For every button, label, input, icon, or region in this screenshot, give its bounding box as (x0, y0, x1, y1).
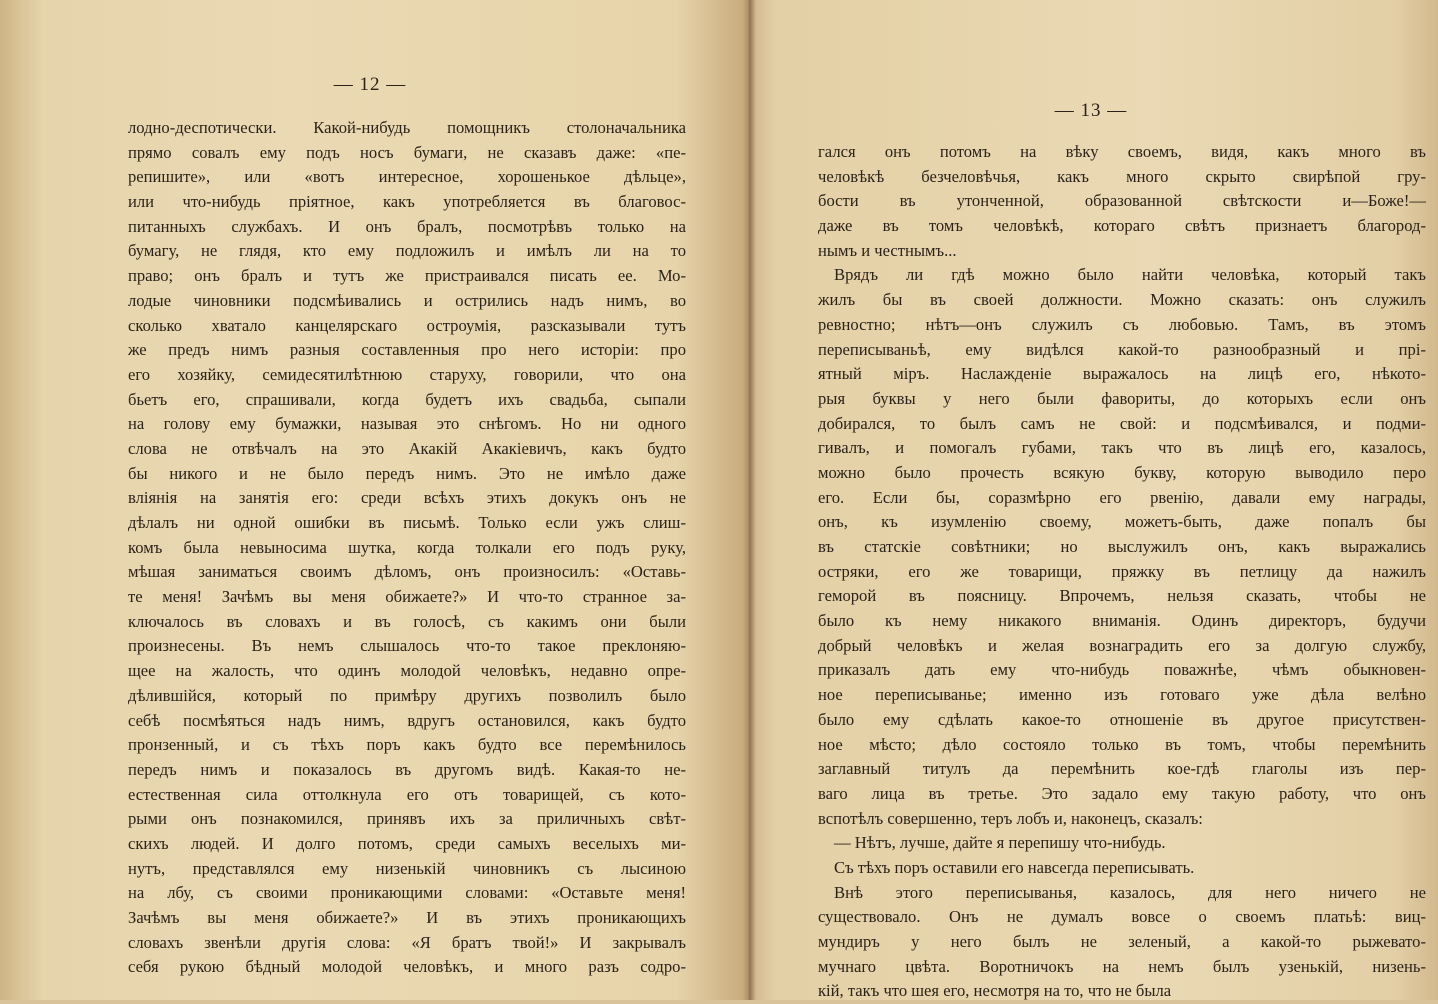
text-line: щее на жалость, что одинъ молодой человѣкъ, недавно опре- (128, 661, 686, 681)
text-line: кій, такъ что шея его, несмотря на то, что не была (818, 981, 1172, 1001)
text-line: въ статскіе совѣтники; но выслужилъ онъ, какъ выражались (818, 537, 1426, 556)
text-line: ваго лица въ третье. Это задало ему такую работу, что онъ (818, 783, 1426, 803)
text-line: же предъ нимъ разныя составленныя про него исторіи: про (128, 340, 686, 360)
text-line: вспотѣлъ совершенно, теръ лобъ и, наконецъ, сказалъ: (818, 808, 1203, 828)
text-line: передъ нимъ и показалось въ другомъ видѣ. Какая-то не- (128, 759, 686, 779)
text-line: заглавный титулъ да перемѣнить кое-гдѣ глаголы изъ пер- (818, 759, 1426, 779)
text-line: пронзенный, и съ тѣхъ поръ какъ будто все перемѣнилось (128, 735, 686, 755)
text-line: ное мѣсто; дѣло состояло только въ томъ, чтобы перемѣнить (818, 734, 1426, 754)
text-line: жилъ бы въ своей должности. Можно сказать: онъ служилъ (818, 290, 1426, 310)
text-line: или что-нибудь пріятное, какъ употребляется въ благовос- (128, 192, 686, 212)
text-line: себя рукою бѣдный молодой человѣкъ, и много разъ содро- (128, 957, 686, 977)
text-line: переписываньѣ, ему видѣлся какой-то разнообразный и прі- (818, 339, 1426, 359)
text-line: те меня! Зачѣмъ вы меня обижаете?» И что-то странное за- (128, 587, 686, 607)
text-line: Зачѣмъ вы меня обижаете?» И въ этихъ проникающихъ (128, 908, 686, 927)
text-line: сколько хватало канцелярскаго остроумія, разсказывали тутъ (128, 315, 686, 335)
page-text (818, 140, 1426, 1004)
text-line: на лбу, съ своими проникающими словами: «Оставьте меня! (128, 883, 686, 903)
text-line: гался онъ потомъ на вѣку своемъ, видя, какъ много въ (818, 142, 1426, 161)
text-line: остряки, его же товарищи, пряжку въ петлицу да нажилъ (818, 561, 1426, 581)
text-line: рыми онъ познакомился, принявъ ихъ за приличныхъ свѣт- (128, 809, 686, 829)
text-line: естественная сила оттолкнула его отъ товарищей, съ кото- (128, 784, 686, 804)
text-line: ключалось въ словахъ и въ голосѣ, съ какимъ они были (128, 611, 686, 631)
text-line: Врядъ ли гдѣ можно было найти человѣка, который такъ (834, 265, 1426, 285)
right-page (756, 0, 1438, 1000)
book-gutter (742, 0, 756, 1000)
text-line: его хозяйку, семидесятилѣтнюю старуху, говорили, что она (128, 364, 686, 384)
text-line: нутъ, представлялся ему низенькій чиновникъ съ лысиною (128, 858, 686, 878)
text-line: словахъ звенѣли другія слова: «Я братъ твой!» И закрывалъ (128, 932, 686, 952)
text-line: дѣлившійся, который по примѣру другихъ позволилъ было (128, 685, 686, 705)
text-line: мундиръ у него былъ не зеленый, а какой-то рыжевато- (818, 932, 1426, 951)
text-line: мѣшая заниматься своимъ дѣломъ, онъ произносилъ: «Оставь- (128, 562, 686, 582)
text-line: произнесены. Въ немъ слышалось что-то такое преклоняю- (128, 636, 686, 656)
text-line: было къ нему никакого вниманія. Одинъ директоръ, будучи (818, 611, 1426, 631)
text-line: скихъ людей. И долго потомъ, среди самыхъ веселыхъ ми- (128, 833, 686, 853)
text-line: питанныхъ службахъ. И онъ бралъ, посмотрѣвъ только на (128, 216, 686, 236)
text-line: право; онъ бралъ и тутъ же пристраивался писать ее. Мо- (128, 266, 686, 286)
text-line: лодые чиновники подсмѣивались и острились надъ нимъ, во (128, 290, 686, 310)
text-line: комъ была невыносима шутка, когда толкали его подъ руку, (128, 537, 686, 557)
text-line: вліянія на занятія его: среди всѣхъ этихъ докукъ онъ не (128, 488, 686, 508)
page-text (128, 116, 686, 980)
text-line: даже въ томъ человѣкѣ, котораго свѣтъ признаетъ благород- (818, 216, 1426, 236)
text-line: онъ, къ изумленію своему, можетъ-быть, даже попалъ бы (818, 512, 1426, 532)
text-line: приказалъ дать ему что-нибудь поважнѣе, чѣмъ обыкновен- (818, 660, 1426, 680)
text-line: существовало. Онъ не думалъ вовсе о своемъ платьѣ: виц- (818, 907, 1426, 927)
text-line: Внѣ этого переписыванья, казалось, для него ничего не (834, 882, 1426, 902)
text-line: лодно-деспотически. Какой-нибудь помощникъ столоначальника (128, 118, 686, 137)
text-line: нымъ и честнымъ... (818, 240, 957, 260)
text-line: ное переписыванье; именно изъ готоваго уже дѣла велѣно (818, 685, 1426, 705)
text-line: добрый человѣкъ и желая вознаградить его за долгую службу, (818, 635, 1426, 655)
page-number: — 12 — (333, 74, 407, 95)
text-line: геморой въ поясницу. Впрочемъ, нельзя сказать, чтобы не (818, 586, 1426, 606)
text-line: добирался, то былъ самъ не свой: и подсмѣивался, и подми- (818, 413, 1426, 433)
text-line: его. Если бы, соразмѣрно его рвенію, давали ему награды, (818, 487, 1426, 507)
text-line: ревностно; нѣтъ—онъ служилъ съ любовью. Тамъ, въ этомъ (818, 314, 1426, 334)
text-line: бумагу, не глядя, кто ему подложилъ и имѣлъ ли на то (128, 241, 686, 261)
text-line: слова не отвѣчалъ на это Акакій Акакіевичъ, какъ будто (128, 438, 686, 458)
text-line: бьетъ его, спрашивали, когда будетъ ихъ свадьба, сыпали (128, 389, 686, 409)
text-line: гивалъ, и помогалъ губами, такъ что въ лицѣ его, казалось, (818, 438, 1426, 458)
text-line: бы никого и не было передъ нимъ. Это не имѣло даже (128, 463, 686, 483)
text-line: ятный міръ. Наслажденіе выражалось на лицѣ его, нѣкото- (818, 364, 1426, 384)
text-line: — Нѣтъ, лучше, дайте я перепишу что-нибудь. (834, 833, 1166, 853)
text-line: Съ тѣхъ поръ оставили его навсегда переписывать. (834, 857, 1195, 877)
text-line: было ему сдѣлать какое-то отношеніе въ другое присутствен- (818, 709, 1426, 729)
text-line: репишите», или «вотъ интересное, хорошенькое дѣльце», (128, 167, 686, 187)
text-line: мучнаго цвѣта. Воротничокъ на немъ былъ узенькій, низень- (818, 956, 1426, 976)
page-number: — 13 — (1054, 100, 1128, 121)
text-line: можно было прочесть всякую букву, которую выводило перо (818, 462, 1426, 482)
text-line: прямо совалъ ему подъ носъ бумаги, не сказавъ даже: «пе- (128, 142, 686, 162)
text-line: дѣлалъ ни одной ошибки въ письмѣ. Только если ужъ слиш- (128, 513, 686, 532)
text-line: человѣкѣ безчеловѣчья, какъ много скрыто свирѣпой гру- (818, 166, 1426, 186)
text-line: себѣ посмѣяться надъ нимъ, вдругъ остановился, какъ будто (128, 710, 686, 730)
text-line: рыя буквы у него были фавориты, до которыхъ если онъ (818, 388, 1426, 408)
text-line: на голову ему бумажки, называя это снѣгомъ. Но ни одного (128, 414, 686, 434)
text-line: бости въ утонченной, образованной свѣтскости и—Боже!— (818, 191, 1426, 211)
